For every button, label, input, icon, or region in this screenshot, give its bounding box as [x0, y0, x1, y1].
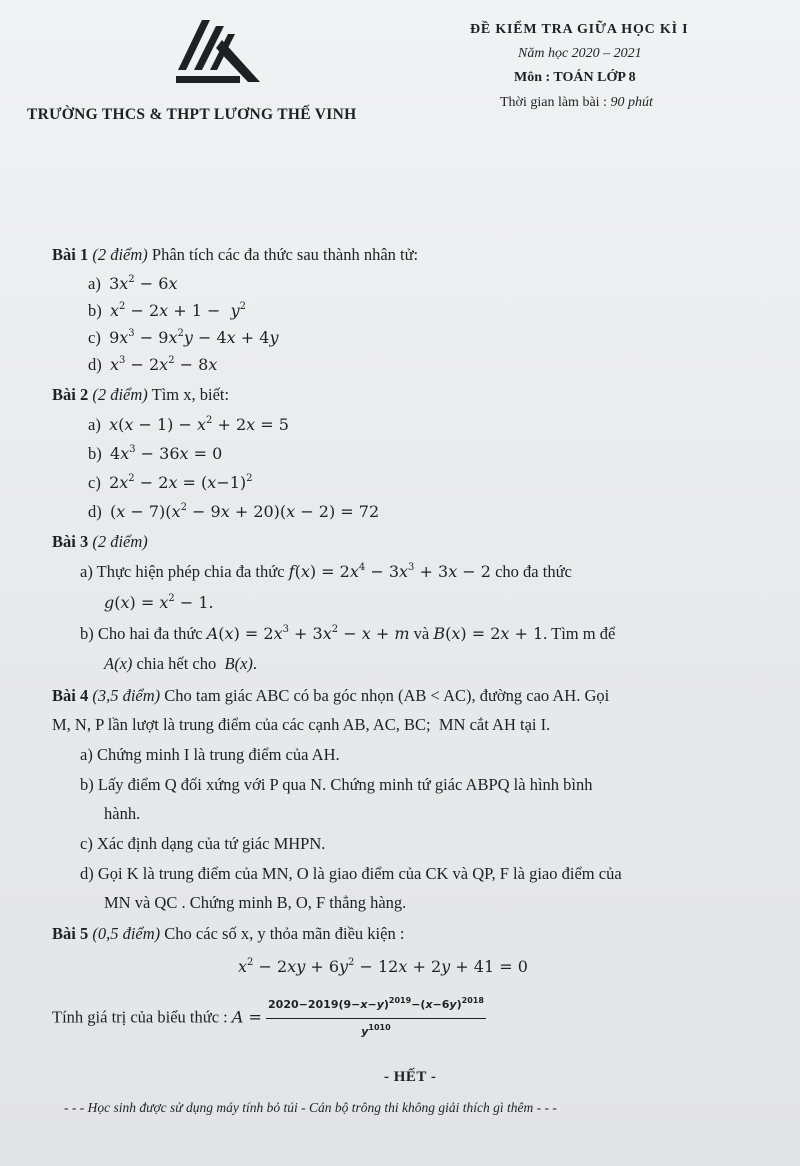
- end-marker: - HẾT -: [384, 1069, 437, 1085]
- problem-2-heading: Bài 2 (2 điểm) Tìm x, biết:: [52, 385, 230, 404]
- problem-1b: b) $x^2 - 2x + 1 - y^2$: [88, 301, 247, 320]
- exam-subject: Môn : TOÁN LỚP 8: [514, 70, 636, 85]
- problem-3b: b) Cho hai đa thức $A(x) = 2x^3 + 3x^2 - x + m$ và B(x) = 2x + 1. Tìm m để: [80, 624, 616, 643]
- problem-3a: a) Thực hiện phép chia đa thức $f(x) = 2x^4 - 3x^3 + 3x - 2$ cho đa thức: [80, 562, 572, 581]
- problem-5-condition: $x^2 - 2xy + 6y^2 - 12x + 2y + 41 = 0$: [238, 957, 528, 976]
- school-year: Năm học 2020 – 2021: [518, 46, 642, 61]
- problem-2a: a) $x(x - 1) - x^2 + 2x = 5$: [88, 415, 289, 434]
- problem-4-prompt-cont: M, N, P lần lượt là trung điểm của các cạnh AB, AC, BC; MN cắt AH tại I.: [52, 715, 551, 734]
- problem-4b: b) Lấy điểm Q đối xứng với P qua N. Chứng minh tứ giác ABPQ là hình bình: [80, 775, 593, 794]
- problem-4a: a) Chứng minh I là trung điểm của AH.: [80, 745, 340, 764]
- problem-3a-cont: $g(x) = x^2 - 1$.: [104, 593, 214, 612]
- expression-fraction: $\frac{2020-2019(9-x-y)^{2019}-(x-6y)^{2018}}{y^{1010}}$: [268, 996, 484, 1038]
- problem-5-heading: Bài 5 (0,5 điểm) Cho các số x, y thỏa mãn điều kiện :: [52, 924, 405, 943]
- problem-3b-cont: A(x) chia hết cho B(x).: [104, 654, 258, 673]
- problem-4b-cont: hành.: [104, 804, 141, 823]
- school-name: TRƯỜNG THCS & THPT LƯƠNG THẾ VINH: [27, 106, 357, 123]
- problem-4c: c) Xác định dạng của tứ giác MHPN.: [80, 834, 326, 853]
- problem-3-heading: Bài 3 (2 điểm): [52, 532, 148, 551]
- exam-title: ĐỀ KIỂM TRA GIỮA HỌC KÌ I: [470, 22, 689, 37]
- problem-4d: d) Gọi K là trung điểm của MN, O là giao điểm của CK và QP, F là giao điểm của: [80, 864, 622, 883]
- problem-1d: d) $x^3 - 2x^2 - 8x$: [88, 355, 218, 374]
- problem-2d: d) $(x - 7)(x^2 - 9x + 20)(x - 2) = 72$: [88, 502, 380, 521]
- problem-1c: c) $9x^3 - 9x^2y - 4x + 4y$: [88, 328, 279, 347]
- problem-1-heading: Bài 1 (2 điểm) Phân tích các đa thức sau thành nhân tử:: [52, 245, 419, 264]
- exam-duration: Thời gian làm bài : 90 phút: [500, 95, 653, 110]
- problem-2b: b) $4x^3 - 36x = 0$: [88, 444, 223, 463]
- school-logo: [172, 18, 262, 86]
- footer-note: - - - Học sinh được sử dụng máy tính bỏ túi - Cán bộ trông thi không giải thích gì thêm - - -: [64, 1100, 557, 1115]
- problem-1a: a) $3x^2 - 6x$: [88, 274, 178, 293]
- problem-5-expression: Tính giá trị của biểu thức : A = $\frac{2020-2019(9-x-y)^{2019}-(x-6y)^{2018}}{y^{1010}}$: [52, 994, 486, 1043]
- problem-4-heading: Bài 4 (3,5 điểm) Cho tam giác ABC có ba góc nhọn (AB < AC), đường cao AH. Gọi: [52, 686, 610, 705]
- problem-2c: c) $2x^2 - 2x = (x-1)^2$: [88, 473, 253, 492]
- problem-4d-cont: MN và QC . Chứng minh B, O, F thẳng hàng.: [104, 893, 407, 912]
